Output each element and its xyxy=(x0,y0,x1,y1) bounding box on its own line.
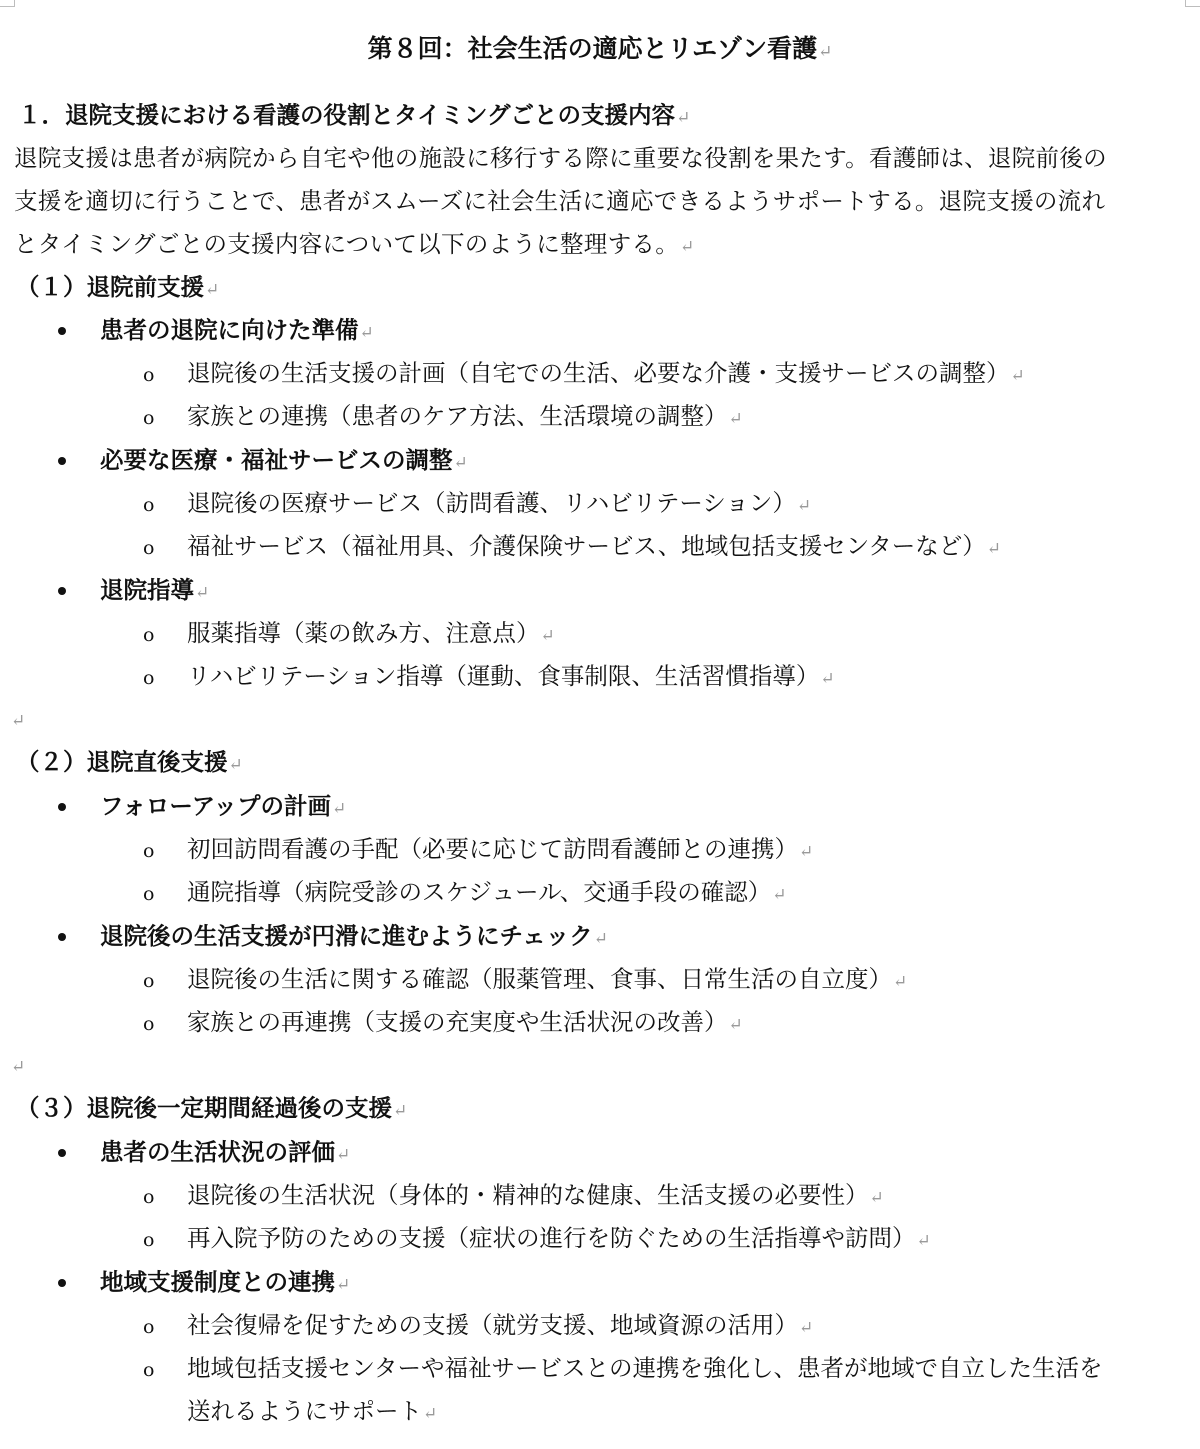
list-item-label: 退院後の生活支援が円滑に進むようにチェック↵ xyxy=(100,922,609,950)
circle-bullet-icon: o xyxy=(143,494,155,516)
subsection-heading: （３）退院後一定期間経過後の支援↵ xyxy=(16,1094,408,1122)
circle-bullet-icon: o xyxy=(143,667,155,689)
section-heading: １．退院支援における看護の役割とタイミングごとの支援内容↵ xyxy=(18,101,691,129)
list-item-label: フォローアップの計画↵ xyxy=(100,792,347,820)
list-item-continuation: 送れるようにサポート↵ xyxy=(187,1397,438,1425)
circle-bullet-icon: o xyxy=(143,364,155,386)
list-item-label: 患者の生活状況の評価↵ xyxy=(100,1138,351,1166)
list-item: 退院後の医療サービス（訪問看護、リハビリテーション）↵ xyxy=(187,489,812,517)
list-item: 家族との再連携（支援の充実度や生活状況の改善）↵ xyxy=(187,1008,743,1036)
document-title: 第８回：社会生活の適応とリエゾン看護↵ xyxy=(367,34,833,63)
intro-line: とタイミングごとの支援内容について以下のように整理する。↵ xyxy=(14,230,695,258)
circle-bullet-icon: o xyxy=(143,1359,155,1381)
list-item-label: 退院指導↵ xyxy=(100,576,210,604)
bullet-icon xyxy=(58,1149,66,1157)
subsection-heading: （２）退院直後支援↵ xyxy=(16,748,243,776)
bullet-icon xyxy=(58,457,66,465)
circle-bullet-icon: o xyxy=(143,624,155,646)
bullet-icon xyxy=(58,803,66,811)
circle-bullet-icon: o xyxy=(143,840,155,862)
list-item: 家族との連携（患者のケア方法、生活環境の調整）↵ xyxy=(187,402,743,430)
empty-paragraph: ↵ xyxy=(11,1057,26,1077)
bullet-icon xyxy=(58,327,66,335)
bullet-icon xyxy=(58,1279,66,1287)
list-item: 通院指導（病院受診のスケジュール、交通手段の確認）↵ xyxy=(187,878,787,906)
list-item: 服薬指導（薬の飲み方、注意点）↵ xyxy=(187,619,555,647)
list-item: 社会復帰を促すための支援（就労支援、地域資源の活用）↵ xyxy=(187,1311,814,1339)
circle-bullet-icon: o xyxy=(143,1013,155,1035)
intro-line: 支援を適切に行うことで、患者がスムーズに社会生活に適応できるようサポートする。退院支援の流れ xyxy=(14,187,1106,215)
list-item: 退院後の生活状況（身体的・精神的な健康、生活支援の必要性）↵ xyxy=(187,1181,884,1209)
empty-paragraph: ↵ xyxy=(11,711,26,731)
circle-bullet-icon: o xyxy=(143,1186,155,1208)
list-item-label: 必要な医療・福祉サービスの調整↵ xyxy=(100,446,468,474)
list-item: 福祉サービス（福祉用具、介護保険サービス、地域包括支援センターなど）↵ xyxy=(187,532,1002,560)
bullet-icon xyxy=(58,587,66,595)
subsection-heading: （１）退院前支援↵ xyxy=(16,273,220,301)
list-item: 再入院予防のための支援（症状の進行を防ぐための生活指導や訪問）↵ xyxy=(187,1224,931,1252)
page-corner-mark-right xyxy=(1185,0,1200,7)
bullet-icon xyxy=(58,933,66,941)
list-item-label: 患者の退院に向けた準備↵ xyxy=(100,316,374,344)
circle-bullet-icon: o xyxy=(143,1229,155,1251)
list-item: 退院後の生活支援の計画（自宅での生活、必要な介護・支援サービスの調整）↵ xyxy=(187,359,1025,387)
list-item: 初回訪問看護の手配（必要に応じて訪問看護師との連携）↵ xyxy=(187,835,814,863)
circle-bullet-icon: o xyxy=(143,407,155,429)
intro-line: 退院支援は患者が病院から自宅や他の施設に移行する際に重要な役割を果たす。看護師は、退院前後の xyxy=(14,144,1107,172)
circle-bullet-icon: o xyxy=(143,1316,155,1338)
page-corner-mark-left xyxy=(0,0,15,7)
list-item: 地域包括支援センターや福祉サービスとの連携を強化し、患者が地域で自立した生活を xyxy=(187,1354,1103,1382)
circle-bullet-icon: o xyxy=(143,883,155,905)
list-item: リハビリテーション指導（運動、食事制限、生活習慣指導）↵ xyxy=(187,662,835,690)
list-item-label: 地域支援制度との連携↵ xyxy=(100,1268,351,1296)
circle-bullet-icon: o xyxy=(143,970,155,992)
list-item: 退院後の生活に関する確認（服薬管理、食事、日常生活の自立度）↵ xyxy=(187,965,908,993)
circle-bullet-icon: o xyxy=(143,537,155,559)
